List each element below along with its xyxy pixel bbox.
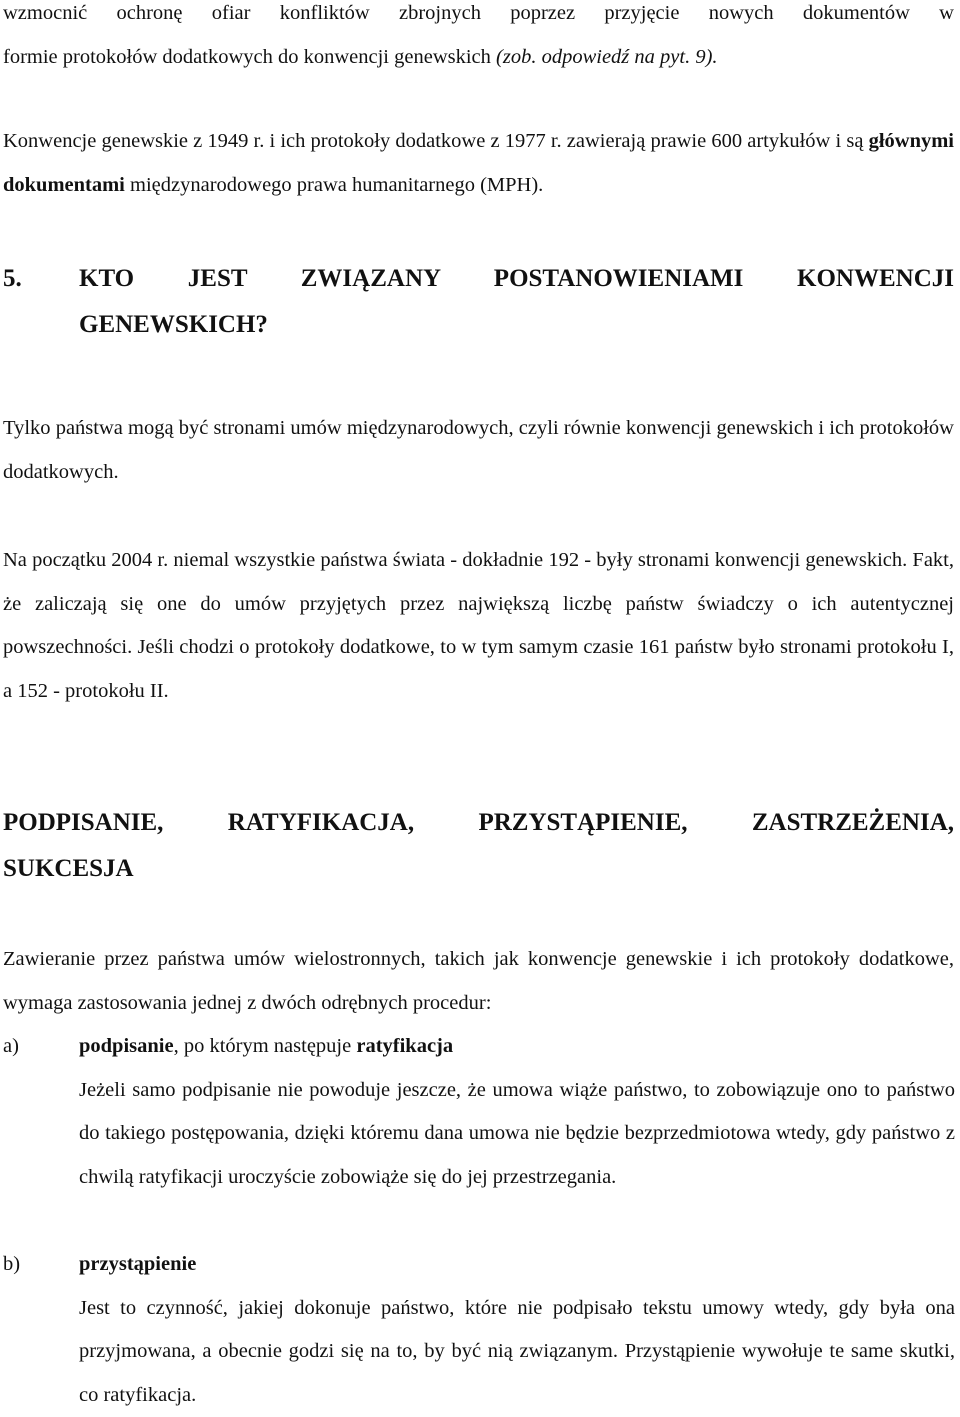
- section-heading-signing: [3, 800, 954, 892]
- section-heading-number: 5.: [3, 256, 79, 302]
- list-marker-b: b): [3, 1243, 20, 1287]
- section-heading-title-line1: KTO JEST ZWIĄZANY POSTANOWIENIAMI KONWENCJI: [79, 256, 954, 302]
- list-item-a-title-bold2: ratyfikacja: [356, 1035, 453, 1057]
- paragraph-conventions-bold: głównymi dokumentami: [3, 130, 954, 196]
- list-item-b-body: Jest to czynność, jakiej dokonuje państwo, które nie podpisało tekstu umowy wtedy, gdy była ona przyjmowana, a obecnie godzi się na to, by być nią związanym. Przystąpienie wywołuje te same skutki, co ratyfikacja.: [79, 1287, 955, 1417]
- list-item-b-title-bold: przystąpienie: [79, 1253, 196, 1275]
- list-item-b-content: [79, 1243, 955, 1417]
- list-item-b-title: [79, 1243, 955, 1287]
- list-item-a-content: [79, 1025, 955, 1199]
- paragraph-intro-line1: wzmocnić ochronę ofiar konfliktów zbrojnych poprzez przyjęcie nowych dokumentów w: [3, 0, 954, 36]
- paragraph-conventions: [3, 120, 954, 207]
- list-item-a-title-text: , po którym następuje: [174, 1035, 357, 1057]
- section-heading-5: [3, 256, 954, 348]
- paragraph-intro-line2-a: formie protokołów dodatkowych do konwencji genewskich: [3, 46, 496, 68]
- paragraph-conventions-text-a: Konwencje genewskie z 1949 r. i ich protokoły dodatkowe z 1977 r. zawierają prawie 600 artykułów i są: [3, 130, 869, 152]
- list-item-a-body: Jeżeli samo podpisanie nie powoduje jeszcze, że umowa wiąże państwo, to zobowiązuje ono to państwo do takiego postępowania, dzięki któremu dana umowa nie będzie bezprzedmiotowa wtedy, gdy państwo z chwilą ratyfikacji uroczyście zobowiąże się do jej przestrzegania.: [79, 1069, 955, 1200]
- list-marker-a: a): [3, 1025, 19, 1069]
- section-heading-title-line2: GENEWSKICH?: [3, 302, 954, 348]
- section-heading-5-line1: [3, 256, 954, 302]
- section-heading-signing-line1: PODPISANIE, RATYFIKACJA, PRZYSTĄPIENIE, ZASTRZEŻENIA,: [3, 800, 954, 846]
- paragraph-conventions-text-c: międzynarodowego prawa humanitarnego (MPH).: [125, 174, 543, 196]
- paragraph-intro: [3, 0, 954, 79]
- paragraph-states: Tylko państwa mogą być stronami umów międzynarodowych, czyli równie konwencji genewskich i ich protokołów dodatkowych.: [3, 407, 954, 494]
- list-item-a-title-bold1: podpisanie: [79, 1035, 174, 1057]
- section-heading-signing-line2: SUKCESJA: [3, 846, 954, 892]
- paragraph-intro-reference: (zob. odpowiedź na pyt. 9).: [496, 46, 718, 68]
- paragraph-2004: Na początku 2004 r. niemal wszystkie państwa świata - dokładnie 192 - były stronami konwencji genewskich. Fakt, że zaliczają się one do umów przyjętych przez największą liczbę państw świadczy o ich autentycznej powszechności. Jeśli chodzi o protokoły dodatkowe, to w tym samym czasie 161 państw było stronami protokołu I, a 152 - protokołu II.: [3, 539, 954, 713]
- list-item-a-title: [79, 1025, 955, 1069]
- paragraph-procedures: Zawieranie przez państwa umów wielostronnych, takich jak konwencje genewskie i ich protokoły dodatkowe, wymaga zastosowania jednej z dwóch odrębnych procedur:: [3, 938, 954, 1025]
